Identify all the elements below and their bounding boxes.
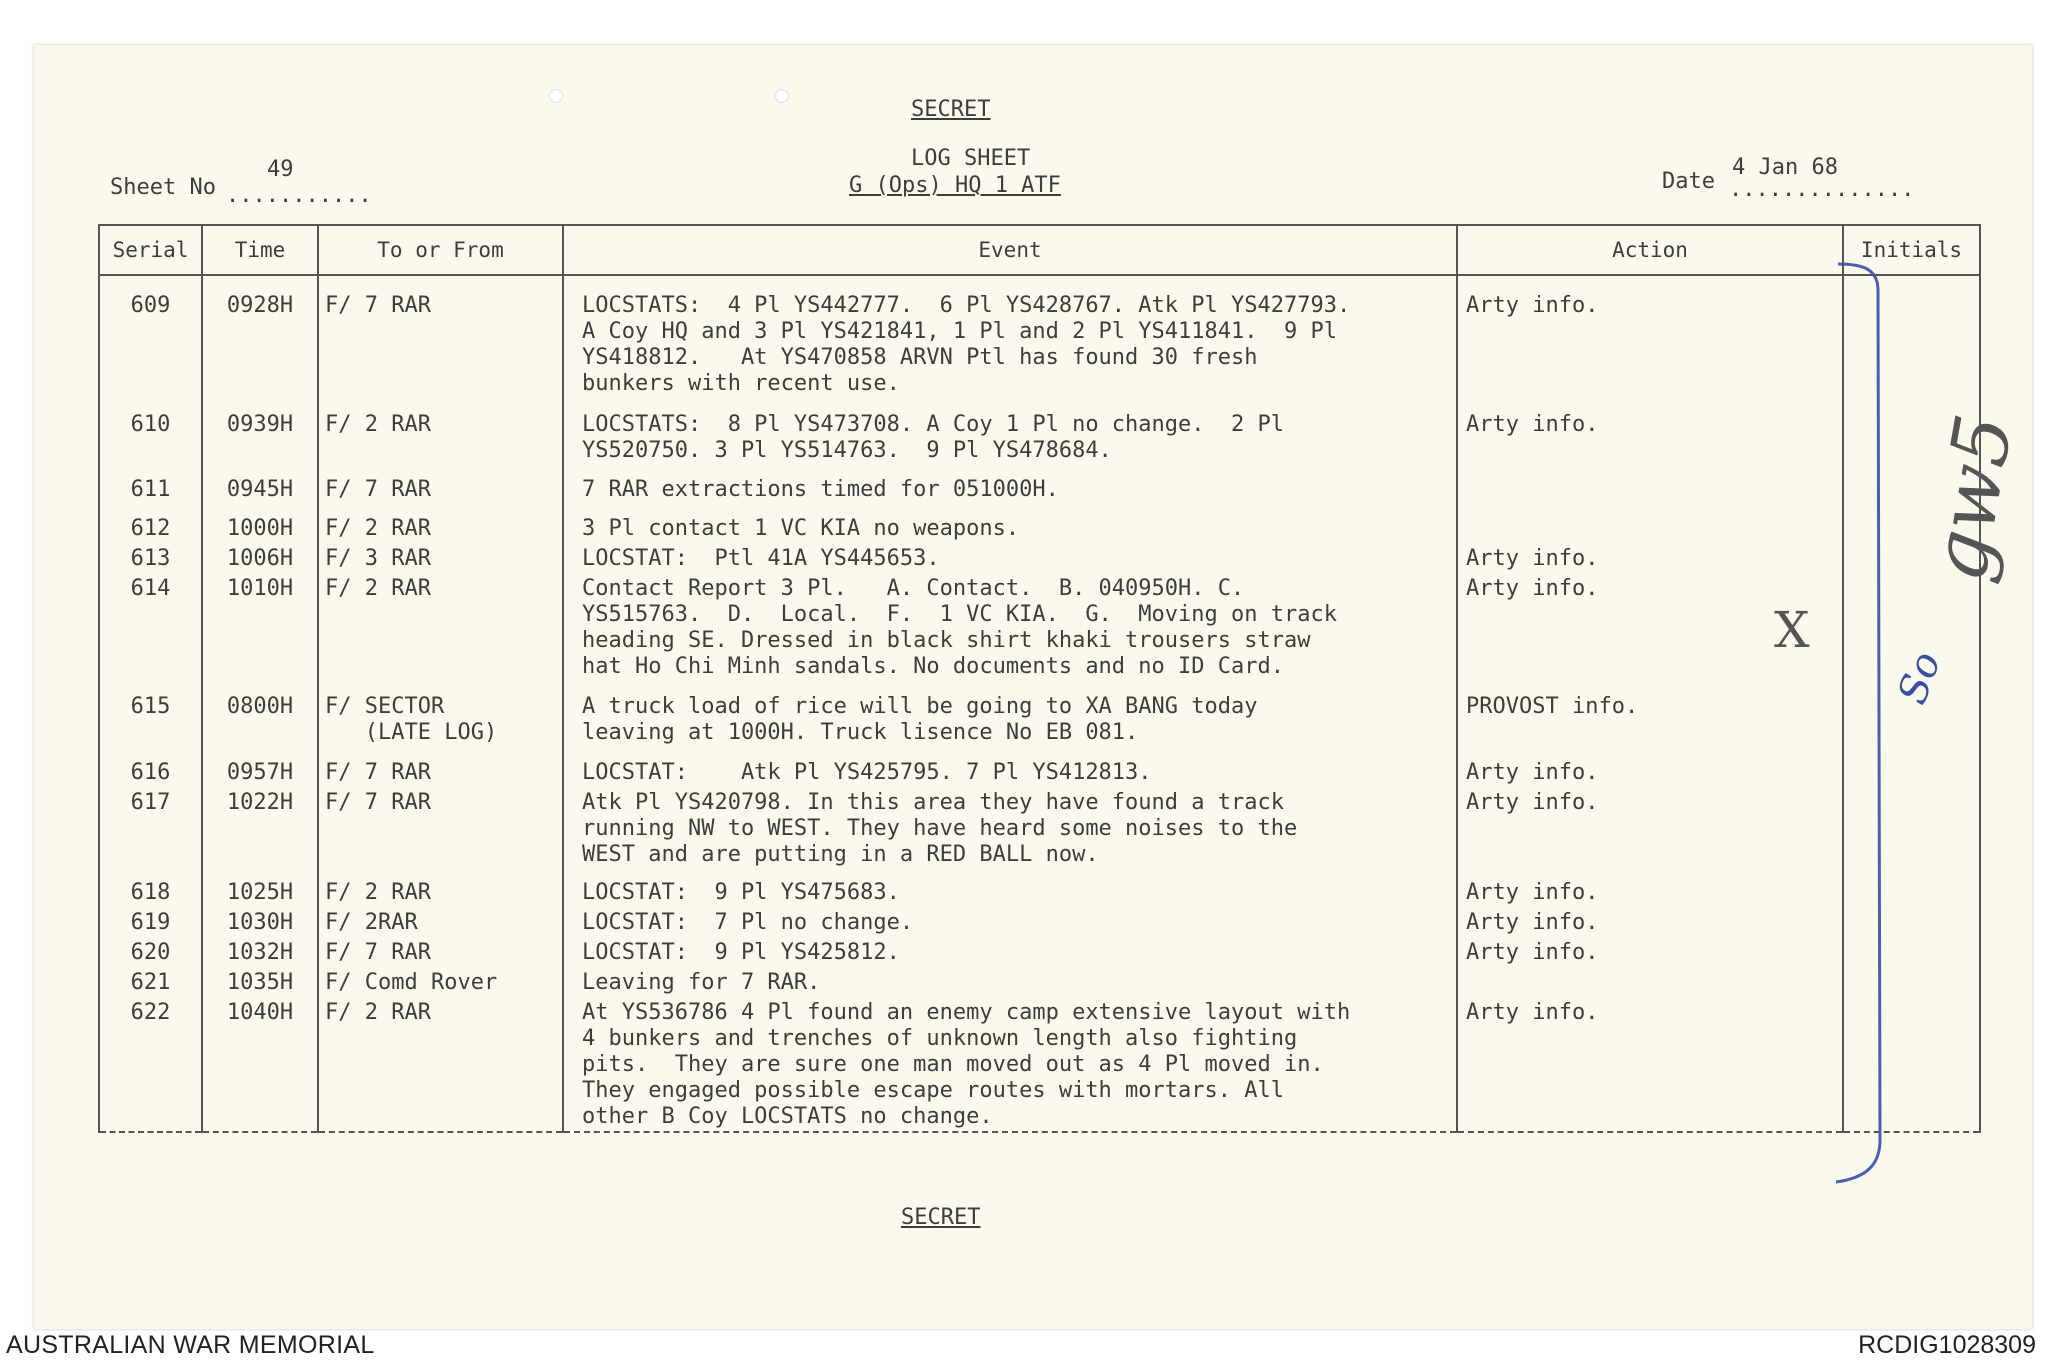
event-cell: LOCSTAT: Atk Pl YS425795. 7 Pl YS412813.	[563, 759, 1457, 789]
event-cell: LOCSTAT: 9 Pl YS425812.	[563, 939, 1457, 969]
initials-cell	[1843, 969, 1980, 999]
to-or-from-cell: F/ 2 RAR	[318, 999, 563, 1132]
sheet-no-value: 49	[267, 157, 294, 182]
initials-cell	[1843, 999, 1980, 1132]
initials-cell	[1843, 515, 1980, 545]
to-or-from-cell: F/ 2 RAR	[318, 575, 563, 693]
event-cell: Leaving for 7 RAR.	[563, 969, 1457, 999]
table-row	[99, 476, 1980, 515]
initials-cell	[1843, 575, 1980, 693]
title-line1: LOG SHEET	[911, 146, 1031, 171]
action-cell	[1457, 515, 1843, 545]
col-event: Event	[563, 225, 1457, 275]
initials-cell	[1843, 292, 1980, 411]
to-or-from-cell: F/ 7 RAR	[318, 759, 563, 789]
event-cell: LOCSTAT: 7 Pl no change.	[563, 909, 1457, 939]
col-action: Action	[1457, 225, 1843, 275]
action-cell: Arty info.	[1457, 939, 1843, 969]
handwritten-initials: gw5	[1913, 408, 2031, 588]
action-cell: Arty info.	[1457, 575, 1843, 693]
time-cell: 1000H	[202, 515, 318, 545]
time-cell: 0957H	[202, 759, 318, 789]
to-or-from-cell: F/ 2 RAR	[318, 515, 563, 545]
action-cell: Arty info.	[1457, 789, 1843, 879]
initials-cell	[1843, 476, 1980, 515]
to-or-from-cell: F/ 2 RAR	[318, 411, 563, 476]
sheet-no-label: Sheet No	[110, 175, 216, 200]
serial-cell: 614	[99, 575, 202, 693]
to-or-from-cell: F/ SECTOR (LATE LOG)	[318, 693, 563, 759]
time-cell: 0945H	[202, 476, 318, 515]
event-cell: Atk Pl YS420798. In this area they have found a track running NW to WEST. They have heard some noises to the WEST and are putting in a RED BALL now.	[563, 789, 1457, 879]
serial-cell: 613	[99, 545, 202, 575]
to-or-from-cell: F/ 7 RAR	[318, 476, 563, 515]
action-cell: Arty info.	[1457, 759, 1843, 789]
table-spacer	[99, 275, 1980, 292]
event-cell: 7 RAR extractions timed for 051000H.	[563, 476, 1457, 515]
date-dots: ..............	[1729, 177, 1915, 202]
serial-cell: 609	[99, 292, 202, 411]
to-or-from-cell: F/ 7 RAR	[318, 292, 563, 411]
sheet-no-dots: ...........	[226, 183, 372, 208]
action-cell	[1457, 969, 1843, 999]
time-cell: 1022H	[202, 789, 318, 879]
table-row	[99, 939, 1980, 969]
serial-cell: 611	[99, 476, 202, 515]
action-cell: Arty info.	[1457, 411, 1843, 476]
serial-cell: 610	[99, 411, 202, 476]
time-cell: 1035H	[202, 969, 318, 999]
col-to-or-from: To or From	[318, 225, 563, 275]
table-row	[99, 411, 1980, 476]
serial-cell: 618	[99, 879, 202, 909]
serial-cell: 622	[99, 999, 202, 1132]
footer-institution: AUSTRALIAN WAR MEMORIAL	[6, 1331, 375, 1359]
serial-cell: 621	[99, 969, 202, 999]
time-cell: 0939H	[202, 411, 318, 476]
table-row	[99, 759, 1980, 789]
col-time: Time	[202, 225, 318, 275]
event-cell: A truck load of rice will be going to XA BANG today leaving at 1000H. Truck lisence No EB 081.	[563, 693, 1457, 759]
event-cell: LOCSTAT: Ptl 41A YS445653.	[563, 545, 1457, 575]
action-cell: Arty info.	[1457, 909, 1843, 939]
time-cell: 0928H	[202, 292, 318, 411]
table-header-row	[99, 225, 1980, 275]
to-or-from-cell: F/ 2RAR	[318, 909, 563, 939]
action-cell: Arty info.	[1457, 879, 1843, 909]
serial-cell: 617	[99, 789, 202, 879]
footer-record-id: RCDIG1028309	[1858, 1331, 2036, 1359]
event-cell: 3 Pl contact 1 VC KIA no weapons.	[563, 515, 1457, 545]
date-value: 4 Jan 68	[1732, 155, 1838, 180]
action-cell: Arty info.	[1457, 292, 1843, 411]
table-row	[99, 515, 1980, 545]
initials-cell	[1843, 879, 1980, 909]
time-cell: 0800H	[202, 693, 318, 759]
handwritten-blue-mark: So	[1889, 645, 1951, 711]
table-row	[99, 879, 1980, 909]
table-row	[99, 575, 1980, 693]
punch-hole	[775, 89, 789, 103]
punch-hole	[549, 89, 563, 103]
serial-cell: 620	[99, 939, 202, 969]
event-cell: LOCSTATS: 8 Pl YS473708. A Coy 1 Pl no change. 2 Pl YS520750. 3 Pl YS514763. 9 Pl YS478684.	[563, 411, 1457, 476]
initials-cell	[1843, 693, 1980, 759]
classification-top: SECRET	[911, 97, 991, 122]
table-row	[99, 789, 1980, 879]
title-line2: G (Ops) HQ 1 ATF	[849, 173, 1061, 198]
to-or-from-cell: F/ 7 RAR	[318, 939, 563, 969]
time-cell: 1010H	[202, 575, 318, 693]
table-row	[99, 999, 1980, 1132]
to-or-from-cell: F/ 2 RAR	[318, 879, 563, 909]
initials-cell	[1843, 939, 1980, 969]
time-cell: 1032H	[202, 939, 318, 969]
classification-bottom: SECRET	[901, 1205, 981, 1230]
initials-cell	[1843, 759, 1980, 789]
action-cell	[1457, 476, 1843, 515]
action-cell: PROVOST info.	[1457, 693, 1843, 759]
time-cell: 1040H	[202, 999, 318, 1132]
table-row	[99, 969, 1980, 999]
table-row	[99, 292, 1980, 411]
action-cell: Arty info.	[1457, 545, 1843, 575]
initials-cell	[1843, 545, 1980, 575]
serial-cell: 615	[99, 693, 202, 759]
col-serial: Serial	[99, 225, 202, 275]
to-or-from-cell: F/ 3 RAR	[318, 545, 563, 575]
event-cell: LOCSTAT: 9 Pl YS475683.	[563, 879, 1457, 909]
date-label: Date	[1662, 169, 1715, 194]
action-cell: Arty info.	[1457, 999, 1843, 1132]
serial-cell: 612	[99, 515, 202, 545]
table-row	[99, 545, 1980, 575]
initials-cell	[1843, 411, 1980, 476]
time-cell: 1030H	[202, 909, 318, 939]
event-cell: Contact Report 3 Pl. A. Contact. B. 040950H. C. YS515763. D. Local. F. 1 VC KIA. G. Moving on track heading SE. Dressed in black shirt khaki trousers straw hat Ho Chi Minh sandals. No documents and no ID Card.	[563, 575, 1457, 693]
event-cell: At YS536786 4 Pl found an enemy camp extensive layout with 4 bunkers and trenches of unknown length also fighting pits. They are sure one man moved out as 4 Pl moved in. They engaged possible escape routes with mortars. All other B Coy LOCSTATS no change.	[563, 999, 1457, 1132]
initials-cell	[1843, 909, 1980, 939]
table-row	[99, 909, 1980, 939]
table-row	[99, 693, 1980, 759]
to-or-from-cell: F/ 7 RAR	[318, 789, 563, 879]
time-cell: 1025H	[202, 879, 318, 909]
handwritten-cross: X	[1774, 601, 1810, 659]
log-table	[98, 224, 1981, 1133]
col-initials: Initials	[1843, 225, 1980, 275]
event-cell: LOCSTATS: 4 Pl YS442777. 6 Pl YS428767. Atk Pl YS427793. A Coy HQ and 3 Pl YS421841, 1 Pl and 2 Pl YS411841. 9 Pl YS418812. At YS470858 ARVN Ptl has found 30 fresh bunkers with recent use.	[563, 292, 1457, 411]
serial-cell: 619	[99, 909, 202, 939]
serial-cell: 616	[99, 759, 202, 789]
to-or-from-cell: F/ Comd Rover	[318, 969, 563, 999]
time-cell: 1006H	[202, 545, 318, 575]
initials-cell	[1843, 789, 1980, 879]
